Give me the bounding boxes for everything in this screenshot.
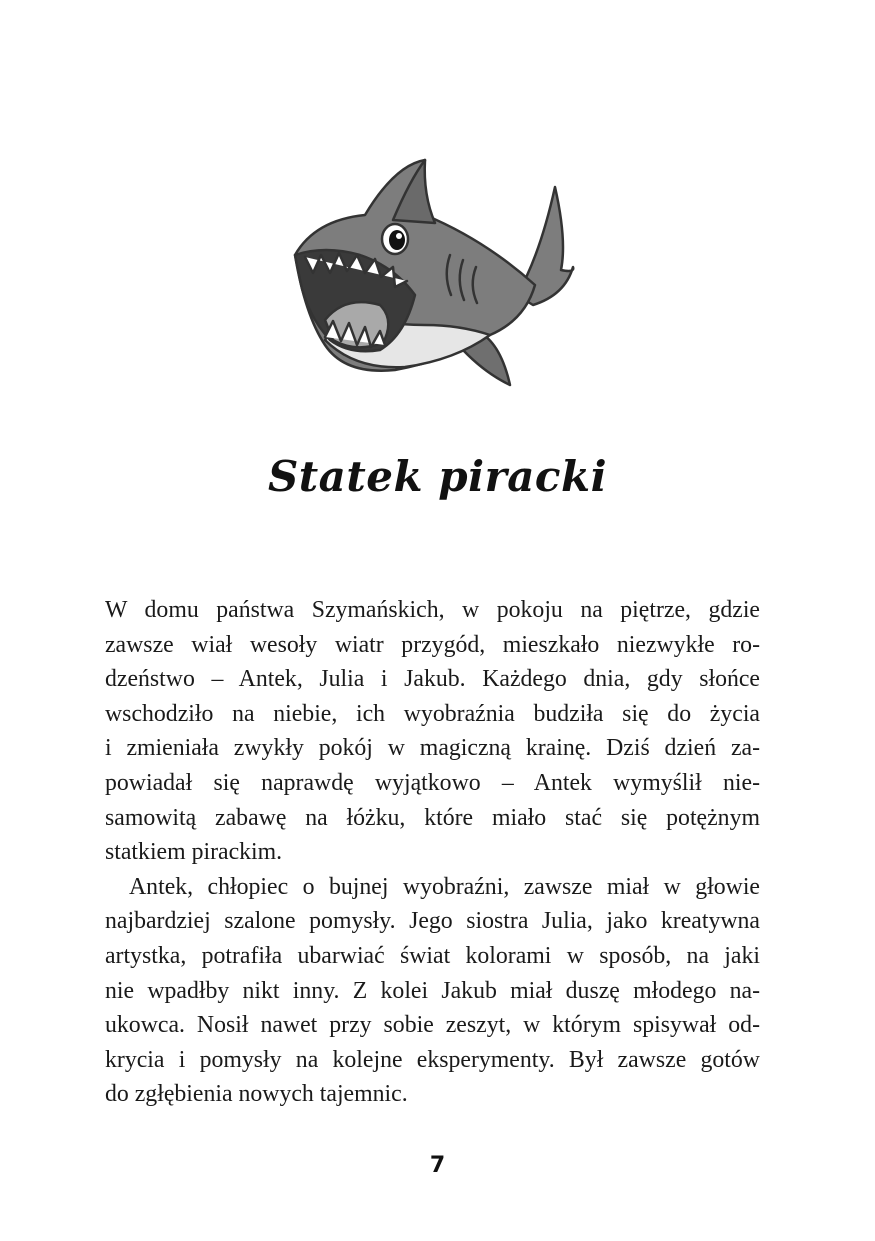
paragraph xyxy=(105,593,760,870)
text-line: krycia i pomysły na kolejne eksperymenty. Był zawsze gotów xyxy=(105,1046,760,1073)
chapter-title: Statek piracki xyxy=(267,452,608,501)
page-number: 7 xyxy=(429,1153,446,1178)
paragraph xyxy=(105,870,760,1112)
text-line: samowitą zabawę na łóżku, które miało stać się potężnym xyxy=(105,804,760,831)
text-line: i zmieniała zwykły pokój w magiczną krainę. Dziś dzień za- xyxy=(105,735,760,762)
text-line: ukowca. Nosił nawet przy sobie zeszyt, w którym spisywał od- xyxy=(105,1012,760,1039)
text-line: artystka, potrafiła ubarwiać świat kolorami w sposób, na jaki xyxy=(105,942,760,969)
text-line: dzeństwo – Antek, Julia i Jakub. Każdego dnia, gdy słońce xyxy=(105,666,760,693)
body-text xyxy=(105,593,760,1112)
text-line: do zgłębienia nowych tajemnic. xyxy=(105,1081,408,1108)
text-line: powiadał się naprawdę wyjątkowo – Antek wymyślił nie- xyxy=(105,769,760,796)
text-line: statkiem pirackim. xyxy=(105,839,283,866)
text-line: Antek, chłopiec o bujnej wyobraźni, zawsze miał w głowie xyxy=(129,873,760,900)
text-line: najbardziej szalone pomysły. Jego siostra Julia, jako kreatywna xyxy=(105,908,760,935)
text-line: zawsze wiał wesoły wiatr przygód, mieszkało niezwykłe ro- xyxy=(105,631,760,658)
text-line: wschodziło na niebie, ich wyobraźnia budziła się do życia xyxy=(105,700,760,727)
shark-illustration-icon xyxy=(285,145,585,400)
text-line: W domu państwa Szymańskich, w pokoju na piętrze, gdzie xyxy=(105,597,760,623)
text-line: nie wpadłby nikt inny. Z kolei Jakub miał duszę młodego na- xyxy=(105,977,760,1004)
